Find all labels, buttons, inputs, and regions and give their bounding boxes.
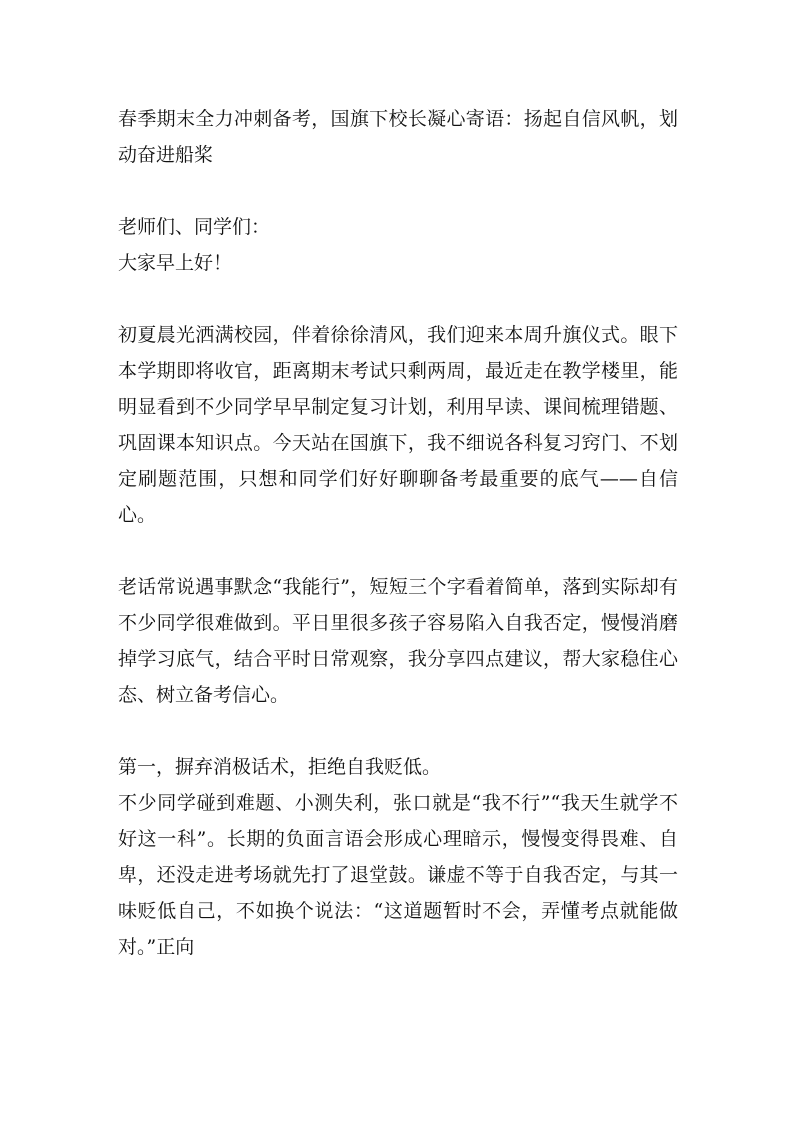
document-page bbox=[118, 101, 678, 965]
spacer bbox=[118, 713, 678, 749]
section-body-first: 不少同学碰到难题、小测失利，张口就是“我不行”“我天生就学不好这一科”。长期的负面言语会形成心理暗示，慢慢变得畏难、自卑，还没走进考场就先打了退堂鼓。谦虚不等于自我否定，与其一味贬低自己，不如换个说法：“这道题暂时不会，弄懂考点就能做对。”正向 bbox=[118, 792, 678, 958]
paragraph-confidence: 老话常说遇事默念“我能行”，短短三个字看着简单，落到实际却有不少同学很难做到。平日里很多孩子容易陷入自我否定，慢慢消磨掉学习底气，结合平时日常观察，我分享四点建议，帮大家稳住心态、树立备考信心。 bbox=[118, 576, 678, 706]
salutation: 老师们、同学们： bbox=[118, 216, 271, 238]
greeting: 大家早上好！ bbox=[118, 252, 233, 274]
document-title: 春季期末全力冲刺备考，国旗下校长凝心寄语：扬起自信风帆，划动奋进船桨 bbox=[118, 108, 678, 166]
section-heading-first: 第一，摒弃消极话术，拒绝自我贬低。 bbox=[118, 756, 442, 778]
paragraph-intro: 初夏晨光洒满校园，伴着徐徐清风，我们迎来本周升旗仪式。眼下本学期即将收官，距离期末考试只剩两周，最近走在教学楼里，能明显看到不少同学早早制定复习计划，利用早读、课间梳理错题、巩固课本知识点。今天站在国旗下，我不细说各科复习窍门、不划定刷题范围，只想和同学们好好聊聊备考最重要的底气——自信心。 bbox=[118, 324, 678, 526]
spacer bbox=[118, 533, 678, 569]
spacer bbox=[118, 173, 678, 209]
spacer bbox=[118, 281, 678, 317]
